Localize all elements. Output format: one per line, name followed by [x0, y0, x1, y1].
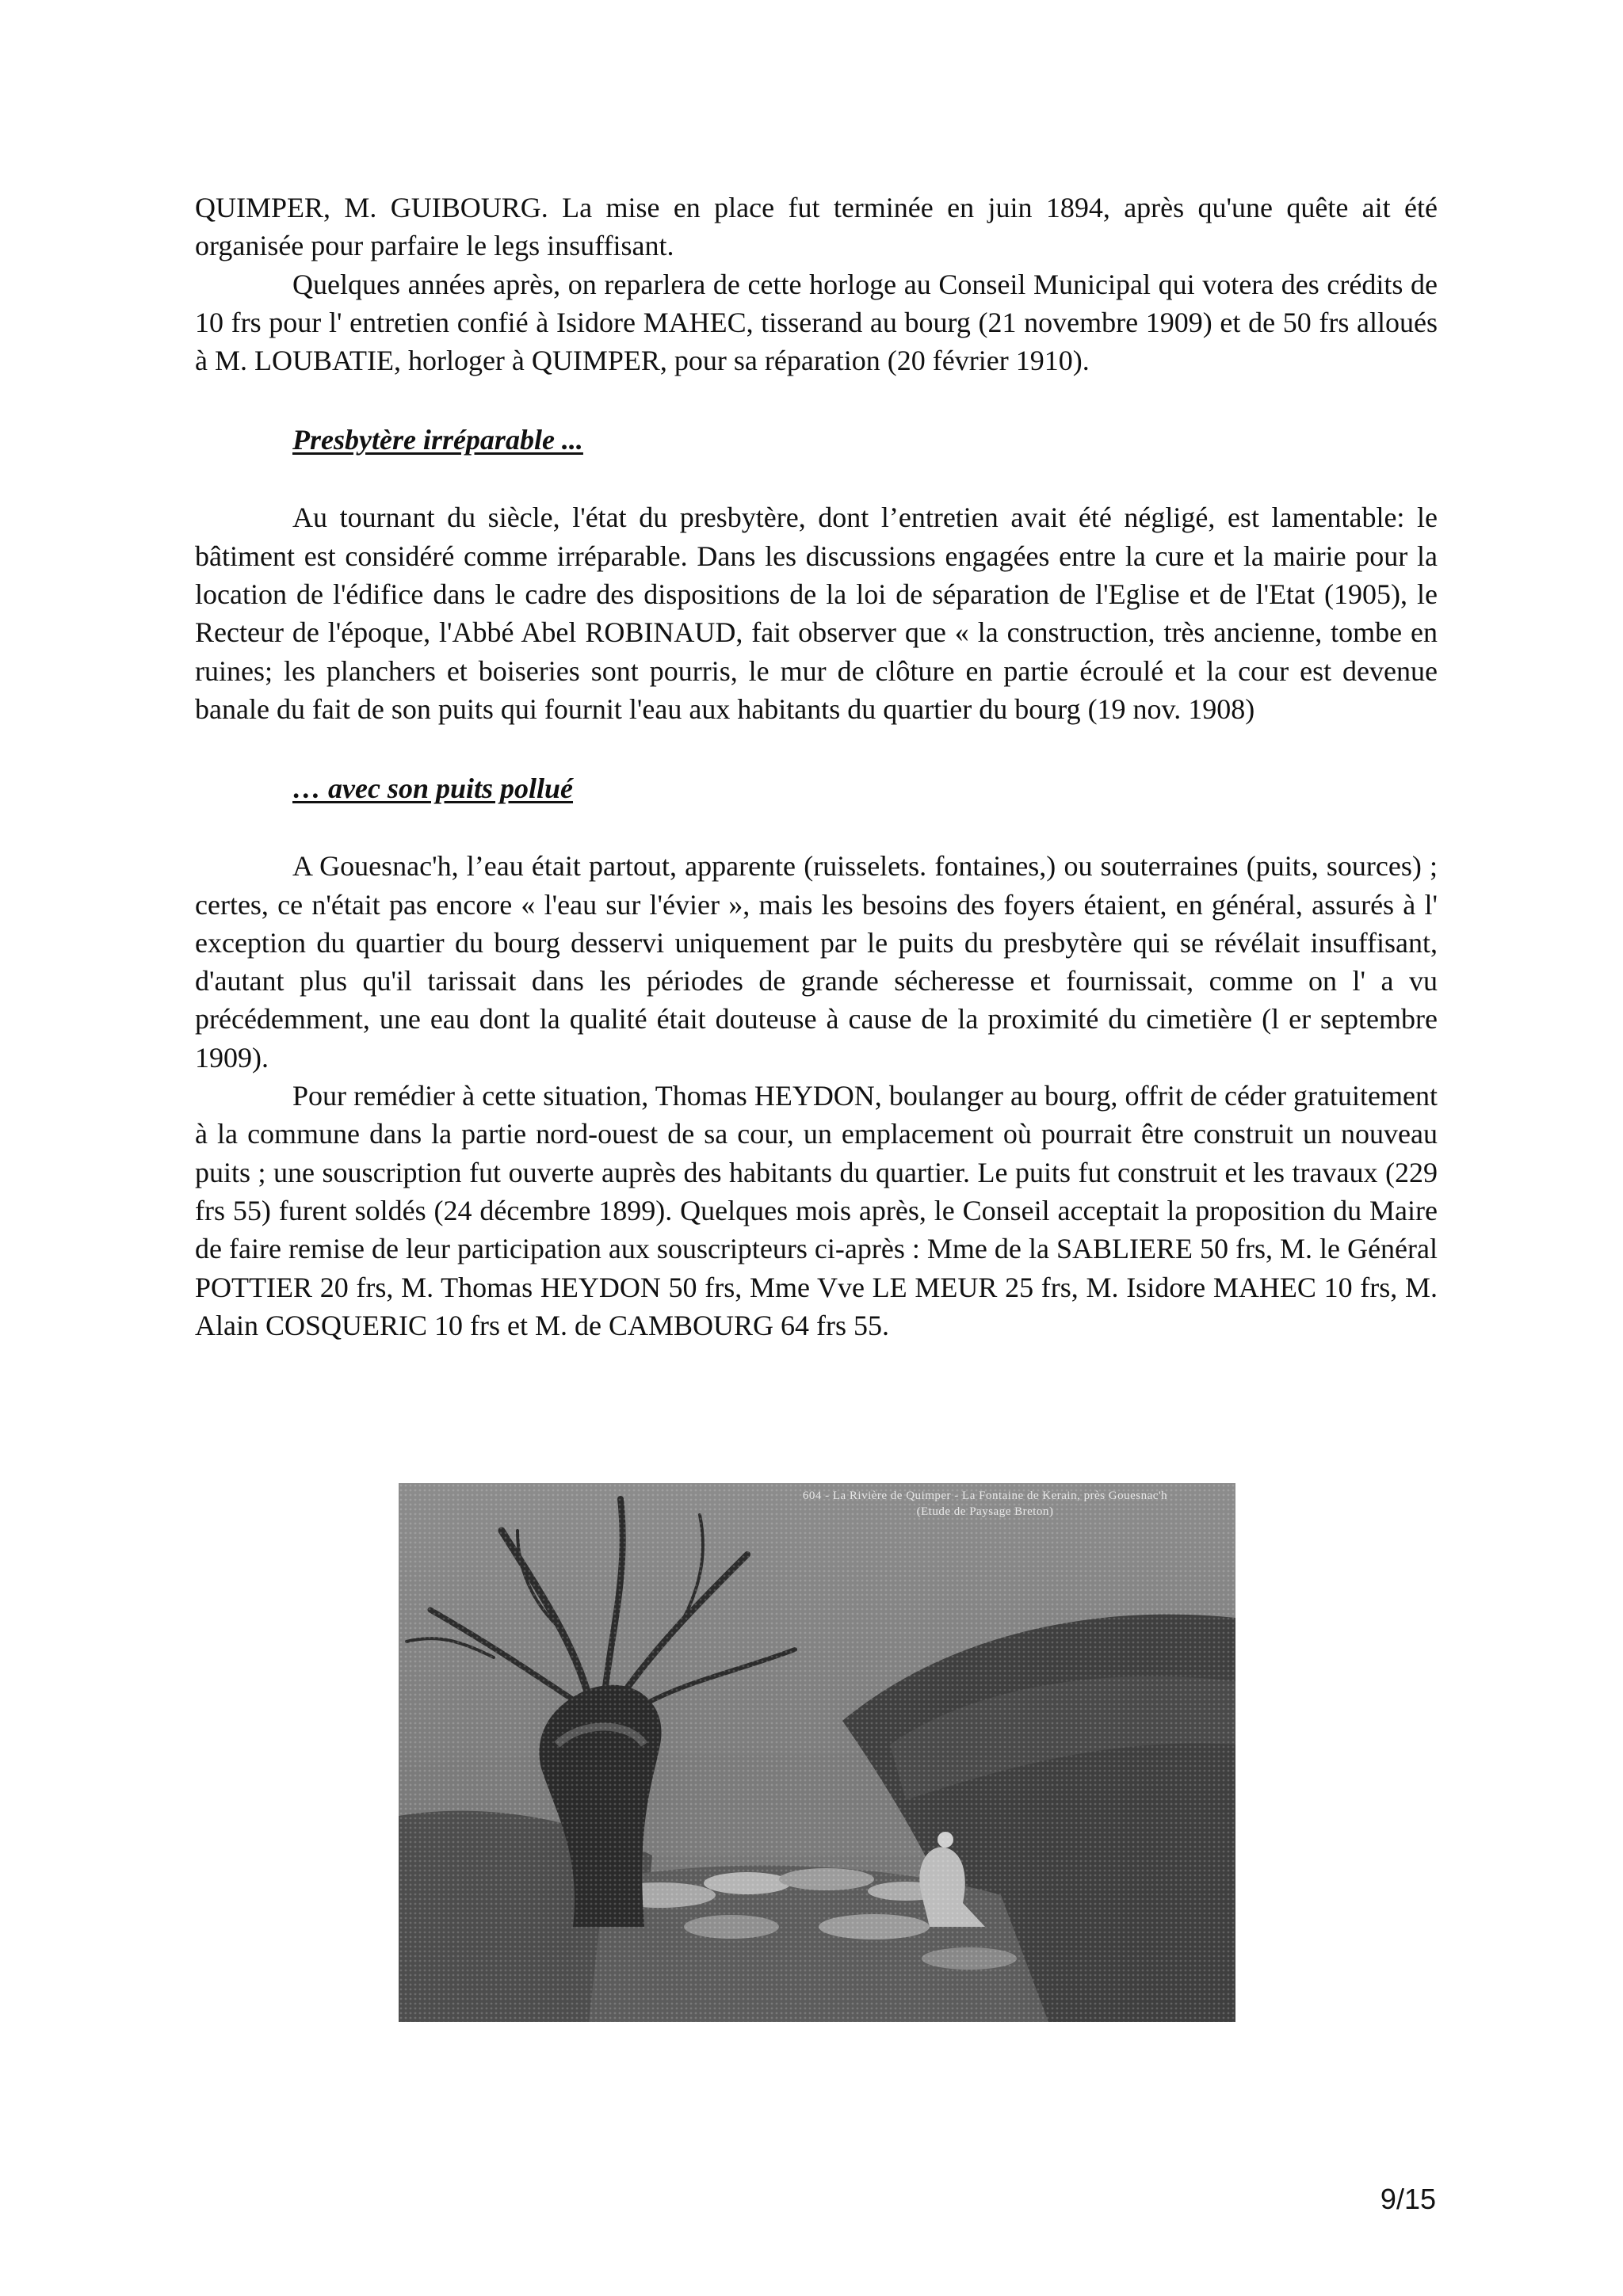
paragraph-3: Au tournant du siècle, l'état du presbytère, dont l’entretien avait été négligé, est lamentable: le bâtiment est considéré comme irréparable. Dans les discussions engagées entre la cure et la mairie pour la location de l'édifice dans le cadre des dispositions de la loi de séparation de l'Eglise et de l'Etat (1905), le Recteur de l'époque, l'Abbé Abel ROBINAUD, fait observer que « la construction, très ancienne, tombe en ruines; les planchers et boiseries sont pourris, le mur de clôture en partie écroulé et la cour est devenue banale du fait de son puits qui fournit l'eau aux habitants du quartier du bourg (19 nov. 1908) [195, 502, 1438, 725]
paragraph-4: A Gouesnac'h, l’eau était partout, apparente (ruisselets. fontaines,) ou souterraines (puits, sources) ; certes, ce n'était pas encore « l'eau sur l'évier », mais les besoins des foyers étaient, en général, assurés à l' exception du quartier du bourg desservi uniquement par le puits du presbytère qui se révélait insuffisant, d'autant plus qu'il tarissait dans les périodes de grande sécheresse et fournissait, comme on l' a vu précédemment, une eau dont la qualité était douteuse à cause de la proximité du cimetière (l er septembre 1909). [195, 850, 1438, 1074]
paragraph-2: Quelques années après, on reparlera de cette horloge au Conseil Municipal qui votera des crédits de 10 frs pour l' entretien confié à Isidore MAHEC, tisserand au bourg (21 novembre 1909) et de 50 frs alloués à M. LOUBATIE, horloger à QUIMPER, pour sa réparation (20 février 1910). [195, 268, 1438, 377]
photo-caption-line-2: (Etude de Paysage Breton) [916, 1505, 1054, 1518]
photo-caption-line-1: 604 - La Rivière de Quimper - La Fontaine de Kerain, près Gouesnac'h [802, 1489, 1168, 1502]
historic-postcard-photo [399, 1483, 1235, 2022]
photo-caption [739, 1488, 1231, 1520]
fountain-landscape-image [399, 1483, 1235, 2022]
paragraph-1: QUIMPER, M. GUIBOURG. La mise en place fut terminée en juin 1894, après qu'une quête ait été organisée pour parfaire le legs insuffisant. [195, 192, 1438, 262]
paragraph-5: Pour remédier à cette situation, Thomas HEYDON, boulanger au bourg, offrit de céder gratuitement à la commune dans la partie nord-ouest de sa cour, un emplacement où pourrait être construit un nouveau puits ; une souscription fut ouverte auprès des habitants du quartier. Le puits fut construit et les travaux (229 frs 55) furent soldés (24 décembre 1899). Quelques mois après, le Conseil acceptait la proposition du Maire de faire remise de leur participation aux souscripteurs ci-après : Mme de la SABLIERE 50 frs, M. le Général POTTIER 20 frs, M. Thomas HEYDON 50 frs, Mme Vve LE MEUR 25 frs, M. Isidore MAHEC 10 frs, M. Alain COSQUERIC 10 frs et M. de CAMBOURG 64 frs 55. [195, 1080, 1438, 1341]
section-heading-puits: … avec son puits pollué [292, 772, 574, 805]
document-body [195, 189, 1438, 1344]
section-heading-presbytere: Presbytère irréparable ... [292, 424, 583, 456]
page-number: 9/15 [1380, 2183, 1436, 2215]
